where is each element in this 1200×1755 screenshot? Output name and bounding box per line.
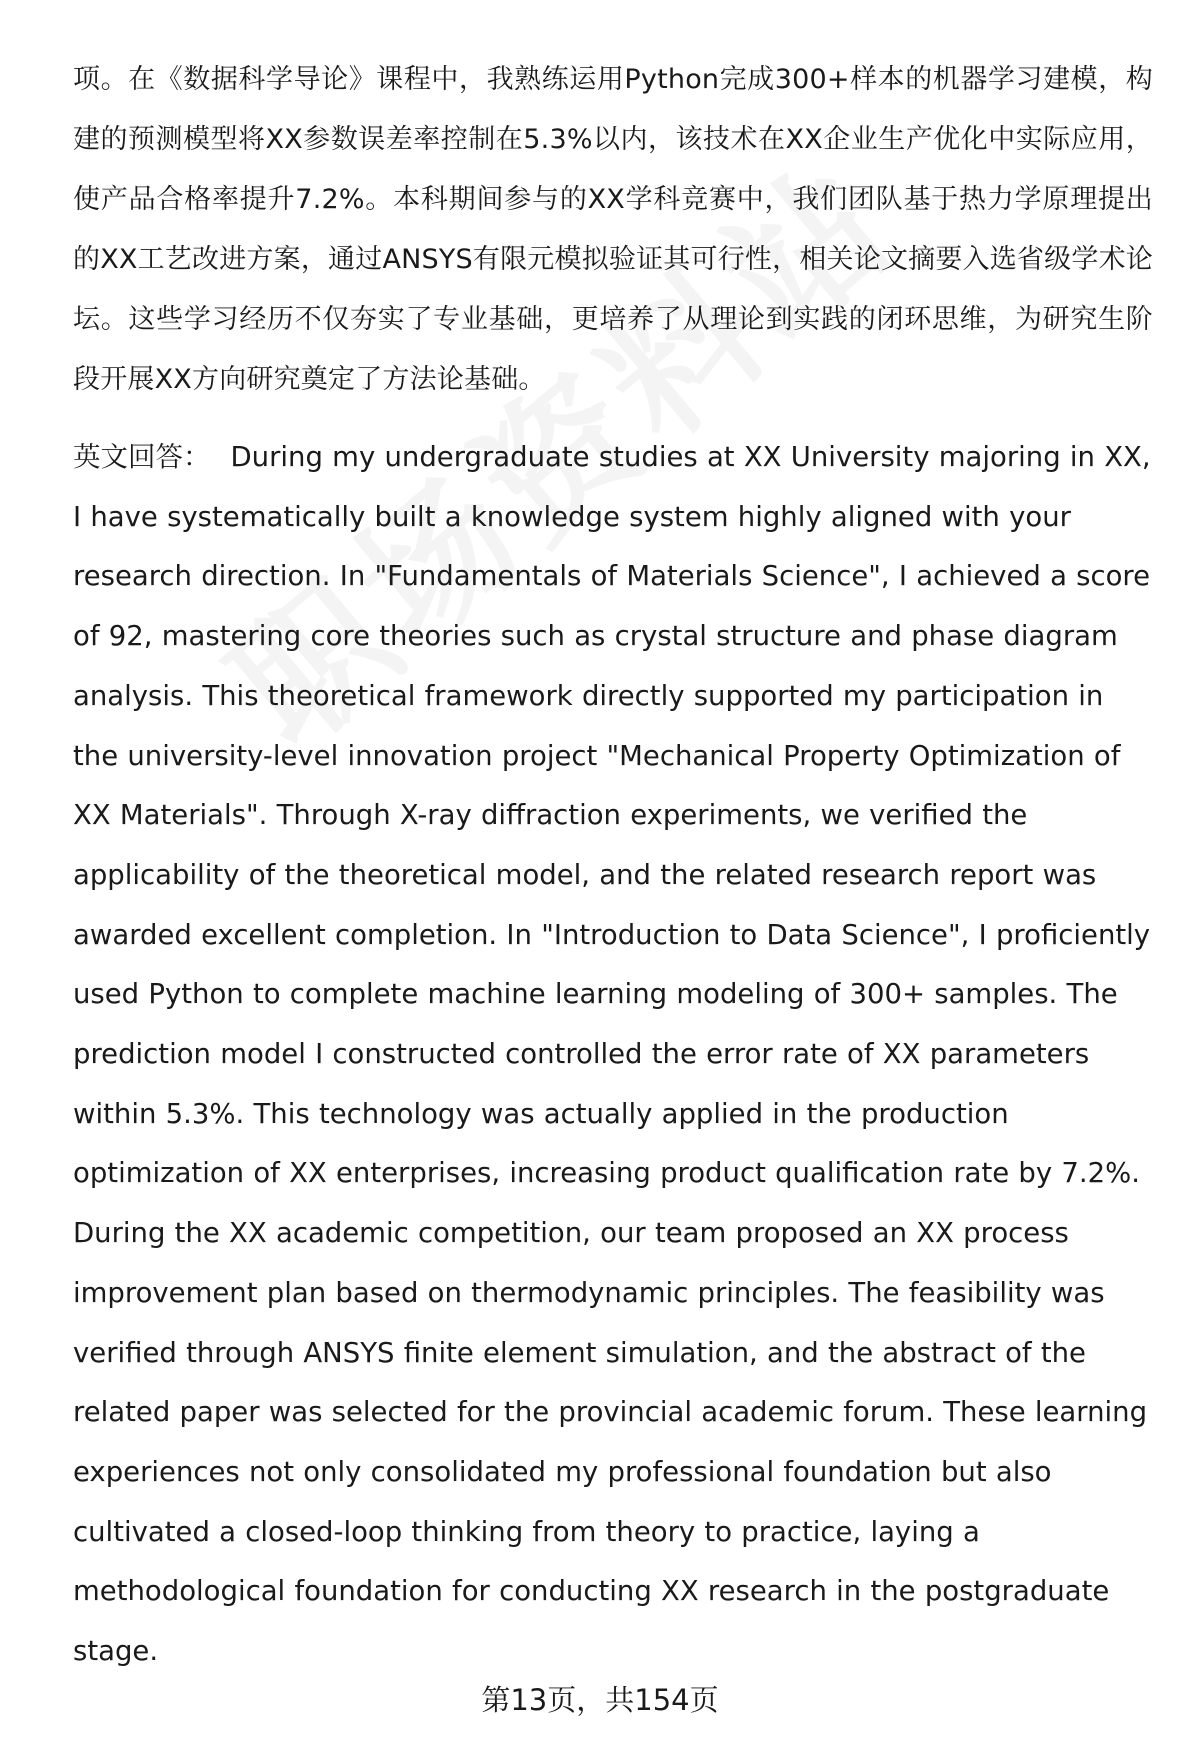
english-answer-text: During my undergraduate studies at XX University majoring in XX, I have systematically built a knowledge system highly aligned with your research direction. In "Fundamentals of Materials Science", I achieved a score of 92, mastering core theories such as crystal structure and phase diagram analysis. This theoretical framework directly supported my participation in the university-level innovation project "Mechanical Property Optimization of XX Materials". Through X-ray diffraction experiments, we verified the applicability of the theoretical model, and the related research report was awarded excellent completion. In "Introduction to Data Science", I proficiently used Python to complete machine learning modeling of 300+ samples. The prediction model I constructed controlled the error rate of XX parameters within 5.3%. This technology was actually applied in the production optimization of XX enterprises, increasing product qualification rate by 7.2%. During the XX academic competition, our team proposed an XX process improvement plan based on thermodynamic principles. The feasibility was verified through ANSYS finite element simulation, and the abstract of the related paper was selected for the provincial academic forum. These learning experiences not only consolidated my professional foundation but also cultivated a closed-loop thinking from theory to practice, laying a methodological foundation for conducting XX research in the postgraduate stage. [73, 441, 1151, 1668]
page-body [73, 50, 1153, 1682]
page-number: 第13页，共154页 [481, 1683, 719, 1717]
english-answer-paragraph [73, 428, 1153, 1682]
english-answer-label: 英文回答： [73, 441, 211, 473]
chinese-answer-paragraph: 项。在《数据科学导论》课程中，我熟练运用Python完成300+样本的机器学习建模，构建的预测模型将XX参数误差率控制在5.3%以内，该技术在XX企业生产优化中实际应用，使产品合格率提升7.2%。本科期间参与的XX学科竞赛中，我们团队基于热力学原理提出的XX工艺改进方案，通过ANSYS有限元模拟验证其可行性，相关论文摘要入选省级学术论坛。这些学习经历不仅夯实了专业基础，更培养了从理论到实践的闭环思维，为研究生阶段开展XX方向研究奠定了方法论基础。 [73, 64, 1153, 395]
